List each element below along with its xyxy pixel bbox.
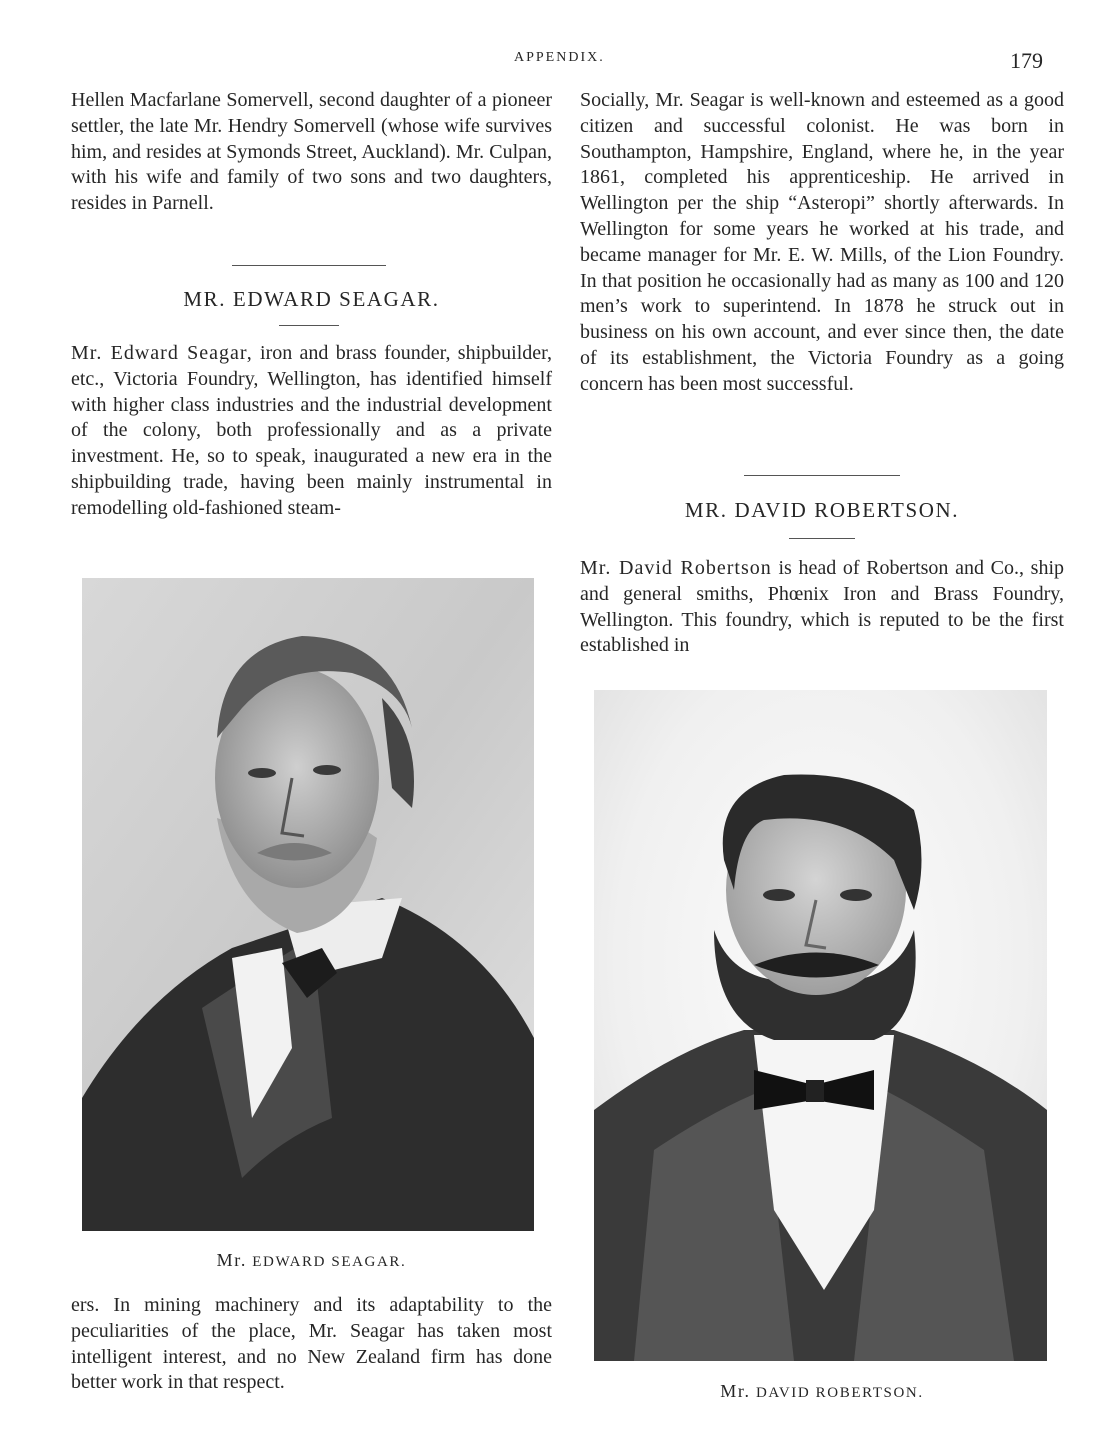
section-heading-david-robertson: MR. DAVID ROBERTSON. (684, 498, 960, 522)
caption-david-robertson: Mr. DAVID ROBERTSON. (720, 1381, 924, 1401)
portrait-edward-seagar (82, 578, 534, 1231)
david-robertson-paragraph: Mr. David Robertson is head of Robertson and Co., ship and general smiths, Phœnix Iron and Brass Foundry, Wellington. This foundry, which is reputed to be the first established in (580, 557, 1065, 657)
seagar-continued-paragraph: Socially, Mr. Seagar is well-known and esteemed as a good citizen and successful colonist. He was born in Southampton, Hampshire, England, where he, in the year 1861, completed his apprenticeship. He arrived in Wellington per the ship “Asteropi” shortly afterwards. In Wellington for some years he worked at his trade, and became manager for Mr. E. W. Mills, of the Lion Foundry. In that position he occasionally had as many as 100 and 120 men’s work to superintend. In 1878 he struck out in business on his own account, and ever since then, the date of its establishment, the Victoria Foundry as a going concern has been most successful. (580, 89, 1064, 395)
caption-edward-seagar: Mr. EDWARD SEAGAR. (216, 1250, 407, 1270)
section-divider (744, 475, 900, 476)
page-number: 179 (1010, 48, 1043, 73)
seagar-continued-paragraph-block (580, 88, 1064, 398)
heading-underline (789, 538, 855, 539)
lead-name: Mr. Edward Seagar, (71, 342, 253, 364)
section-heading-edward-seagar: MR. EDWARD SEAGAR. (183, 287, 440, 311)
portrait-image (594, 690, 1047, 1361)
running-title: APPENDIX. (514, 50, 605, 65)
portrait-image (82, 578, 534, 1231)
portrait-david-robertson (594, 690, 1047, 1361)
intro-paragraph: Hellen Macfarlane Somervell, second daughter of a pioneer settler, the late Mr. Hendry Somervell (whose wife survives him, and resides at Symonds Street, Auckland). Mr. Culpan, with his wife and family of two sons and two daughters, resides in Parnell. (71, 89, 552, 215)
lead-name: Mr. David Robertson (580, 557, 772, 579)
running-head (0, 48, 1114, 72)
intro-paragraph-block (71, 88, 552, 217)
section-divider (232, 265, 386, 266)
edward-seagar-paragraph-block (71, 341, 552, 522)
heading-underline (279, 325, 339, 326)
continuation-paragraph-block (71, 1293, 552, 1396)
david-robertson-paragraph-block (580, 556, 1064, 659)
edward-seagar-paragraph: Mr. Edward Seagar, iron and brass founder, shipbuilder, etc., Victoria Foundry, Wellington, has identified himself with higher class industries and the industrial development of the colony, both professionally and as a private investment. He, so to speak, inaugurated a new era in the shipbuilding trade, having been mainly instrumental in remodelling old-fashioned steam- (71, 342, 552, 519)
continuation-paragraph: ers. In mining machinery and its adaptability to the peculiarities of the place, Mr. Seagar has taken most intelligent interest, and no New Zealand firm has done better work in that respect. (71, 1294, 552, 1394)
